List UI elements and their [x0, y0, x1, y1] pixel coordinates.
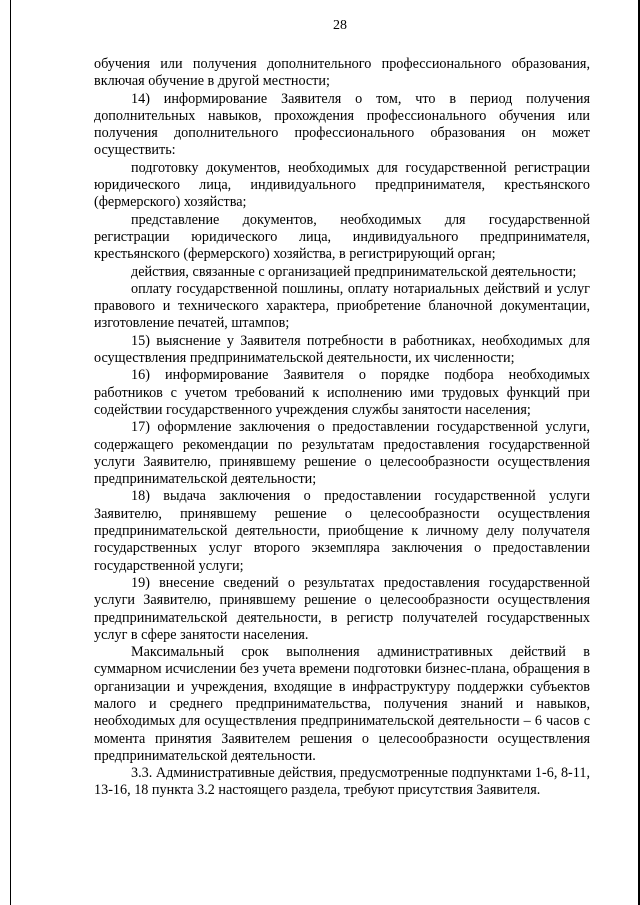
paragraph: 3.3. Административные действия, предусмотренные подпунктами 1-6, 8-11, 13-16, 18 пункта 3.2 настоящего раздела, требуют присутствия Заявителя.	[94, 765, 590, 799]
paragraph: оплату государственной пошлины, оплату нотариальных действий и услуг правового и технического характера, приобретение бланочной документации, изготовление печатей, штампов;	[94, 280, 590, 332]
page-number: 28	[333, 18, 347, 33]
paragraph: 14) информирование Заявителя о том, что в период получения дополнительных навыков, прохождения профессионального обучения или получения дополнительного профессионального образования он может осуществить:	[94, 90, 590, 159]
paragraph: 18) выдача заключения о предоставлении государственной услуги Заявителю, принявшему решение о целесообразности осуществления предпринимательской деятельности, приобщение к личному делу получателя государственных услуг второго экземпляра заключения о предоставлении государственной услуги;	[94, 488, 590, 574]
paragraph: 19) внесение сведений о результатах предоставления государственной услуги Заявителю, принявшему решение о целесообразности осуществления предпринимательской деятельности, в регистр получателей государственных услуг в сфере занятости населения.	[94, 574, 590, 643]
paragraph: действия, связанные с организацией предпринимательской деятельности;	[131, 263, 577, 280]
paragraph: подготовку документов, необходимых для государственной регистрации юридического лица, индивидуального предпринимателя, крестьянского (фермерского) хозяйства;	[94, 159, 590, 211]
paragraph: обучения или получения дополнительного профессионального образования, включая обучение в другой местности;	[94, 56, 590, 90]
paragraph: Максимальный срок выполнения административных действий в суммарном исчислении без учета времени подготовки бизнес-плана, обращения в организации и учреждения, входящие в инфраструктуру поддержки субъектов малого и среднего предпринимательства, получения знаний и навыков, необходимых для осуществления предпринимательской деятельности – 6 часов с момента принятия Заявителем решения о целесообразности осуществления предпринимательской деятельности.	[94, 644, 590, 764]
paragraph: 15) выяснение у Заявителя потребности в работниках, необходимых для осуществления предпринимательской деятельности, их численности;	[94, 332, 590, 367]
paragraph: 17) оформление заключения о предоставлении государственной услуги, содержащего рекомендации по результатам предоставления государственной услуги Заявителю, принявшему решение о целесообразности осуществления предпринимательской деятельности;	[94, 419, 590, 488]
paragraph: 16) информирование Заявителя о порядке подбора необходимых работников с учетом требований к исполнению ими трудовых функций при содействии государственного учреждения службы занятости населения;	[94, 367, 590, 418]
document-body	[94, 56, 590, 800]
scan-edge-left	[10, 0, 11, 905]
paragraph: представление документов, необходимых для государственной регистрации юридического лица, индивидуального предпринимателя, крестьянского (фермерского) хозяйства, в регистрирующий орган;	[94, 211, 590, 263]
